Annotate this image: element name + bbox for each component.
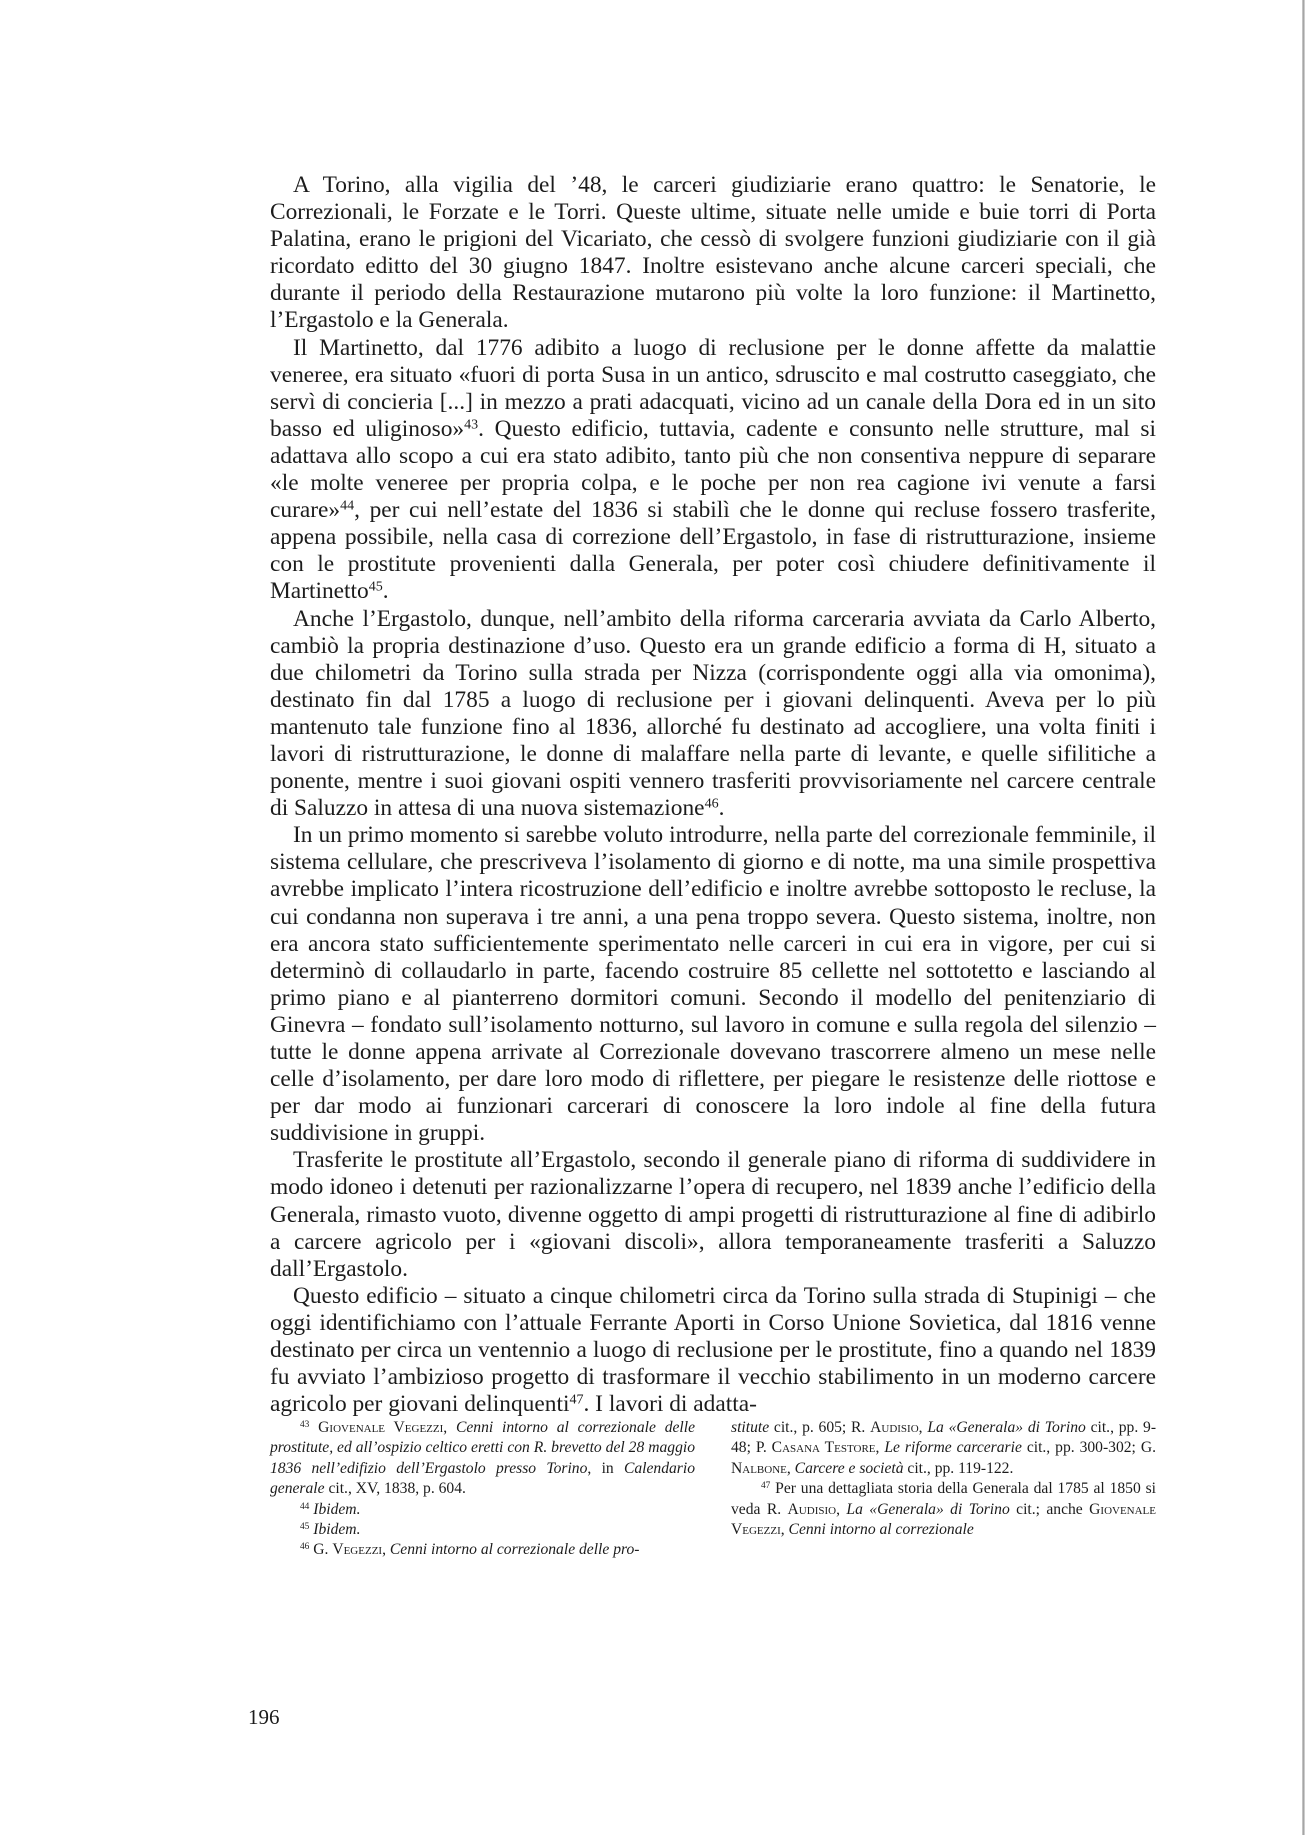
footnotes-right-column <box>731 1418 1156 1561</box>
footnote <box>731 1479 1156 1540</box>
text-run: , <box>786 1459 795 1477</box>
italic-text: La «Generala» di Torino <box>846 1500 1010 1518</box>
text-run: , <box>780 1521 789 1539</box>
text-run: . <box>718 795 725 822</box>
footnotes-left-column <box>270 1418 695 1561</box>
page-edge-line <box>1302 0 1305 1835</box>
text-run: . I lavori di adatta- <box>583 1391 757 1418</box>
body-paragraph <box>270 822 1156 1147</box>
footnote <box>270 1418 695 1500</box>
footnote-ref: 44 <box>340 497 355 514</box>
footnote-ref: 46 <box>704 795 719 812</box>
text-run: Trasferite le prostitute all’Ergastolo, secondo il generale piano di riforma di suddividere in modo idoneo i detenuti per razionalizzarne l’opera di recupero, nel 1839 anche l’edificio della Generala, rimasto vuoto, divenne oggetto di ampi progetti di ristrutturazione al fine di adibirlo a carcere agricolo per i «giovani discoli», allora temporaneamente trasferiti a Saluzzo dall’Ergastolo. <box>270 1147 1156 1282</box>
body-text <box>270 172 1156 1418</box>
text-run: , <box>443 1419 456 1436</box>
text-run: Anche l’Ergastolo, dunque, nell’ambito della riforma carceraria avviata da Carlo Alberto, cambiò la propria destinazione d’uso. Questo era un grande edificio a forma di H, situato a due chilometri da Torino sulla strada per Nizza (corrispondente oggi alla via omonima), destinato fin dal 1785 a luogo di reclusione per i giovani delinquenti. Aveva per lo più mantenuto tale funzione fino al 1836, allorché fu destinato ad accogliere, una volta finiti i lavori di ristrutturazione, le donne di malaffare nella parte di levante, e quelle sifilitiche a ponente, mentre i suoi giovani ospiti vennero trasferiti provvisoriamente nel carcere centrale di Saluzzo in attesa di una nuova sistemazione <box>270 605 1156 822</box>
body-paragraph <box>270 172 1156 335</box>
text-run: In un primo momento si sarebbe voluto introdurre, nella parte del correzionale femminile, il sistema cellulare, che prescriveva l’isolamento di giorno e di notte, ma una simile prospettiva avrebbe implicato l’intera ricostruzione dell’edificio e inoltre avrebbe sottoposto le recluse, la cui condanna non superava i tre anni, a una pena troppo severa. Questo sistema, inoltre, non era ancora stato sufficientemente sperimentato nelle carceri in cui era in vigore, per cui si determinò di collaudarlo in parte, facendo costruire 85 cellette nel sottotetto e lasciando al primo piano e al pianterreno dormitori comuni. Secondo il modello del penitenziario di Ginevra – fondato sull’isolamento notturno, sul lavoro in comune e sulla regola del silenzio – tutte le donne appena arrivate al Correzionale dovevano trascorrere almeno un mese nelle celle d’isolamento, per dare loro modo di riflettere, per piegare le resistenze delle riottose e per dar modo ai funzionari carcerari di conoscere la loro indole al fine della futura suddivisione in gruppi. <box>270 822 1156 1147</box>
footnote-ref: 46 <box>300 1542 310 1553</box>
text-run: Per una dettagliata storia della Generala dal 1785 al 1850 si veda R. <box>731 1480 1156 1518</box>
text-run: cit., XV, 1838, p. 604. <box>324 1480 466 1498</box>
footnote-ref: 44 <box>300 1501 310 1512</box>
author-name: Casana Testore <box>771 1439 876 1457</box>
italic-text: Le riforme carcerarie <box>884 1439 1022 1457</box>
page-number: 196 <box>248 1705 280 1729</box>
italic-text: Calendario generale <box>270 1459 695 1498</box>
footnote <box>270 1500 695 1520</box>
text-run: cit.; anche <box>1009 1500 1090 1518</box>
text-run: , <box>836 1500 847 1518</box>
footnote-ref: 43 <box>464 416 479 433</box>
text-run: . <box>382 578 389 605</box>
author-name: Audisio <box>870 1419 919 1436</box>
italic-text: La «Generala» di Torino <box>927 1419 1086 1436</box>
text-run: , <box>875 1439 885 1457</box>
footnote-ref: 45 <box>368 578 383 595</box>
italic-text: Ibidem. <box>313 1521 361 1539</box>
italic-text: Carcere e società <box>794 1459 904 1477</box>
text-run: Questo edificio – situato a cinque chilometri circa da Torino sulla strada di Stupinigi – che oggi identifichiamo con l’attuale Ferrante Aporti in Corso Unione Sovietica, dal 1816 venne destinato per circa un ventennio a luogo di reclusione per le prostitute, fino a quando nel 1839 fu avviato l’ambizioso progetto di trasformare il vecchio stabilimento in un moderno carcere agricolo per giovani delinquenti <box>270 1282 1156 1418</box>
footnote-ref: 45 <box>300 1521 310 1532</box>
italic-text: Cenni intorno al correzionale delle prostitute, ed all’ospizio celtico eretti con R. brevetto del 28 maggio 1836 nell’edifizio dell’Ergastolo presso Torino <box>270 1419 695 1477</box>
italic-text: Ibidem. <box>313 1500 361 1518</box>
text-run: G. <box>309 1541 333 1559</box>
text-run: A Torino, alla vigilia del ’48, le carceri giudiziarie erano quattro: le Senatorie, le Correzionali, le Forzate e le Torri. Queste ultime, situate nelle umide e buie torri di Porta Palatina, erano le prigioni del Vicariato, che cessò di svolgere funzioni giudiziarie con il già ricordato editto del 30 giugno 1847. Inoltre esistevano anche alcune carceri speciali, che durante il periodo della Restaurazione mutarono più volte la loro funzione: il Martinetto, l’Ergastolo e la Generala. <box>270 172 1156 334</box>
footnotes <box>270 1418 1156 1561</box>
footnote <box>270 1540 695 1560</box>
italic-text: Cenni intorno al correzionale delle pro- <box>389 1541 640 1559</box>
text-run: , per cui nell’estate del 1836 si stabilì che le donne qui recluse fossero trasferite, appena possibile, nella casa di correzione dell’Ergastolo, in fase di ristrutturazione, insieme con le prostitute provenienti dalla Generala, per poter così chiudere definitivamente il Martinetto <box>270 497 1156 605</box>
body-paragraph <box>270 1283 1156 1418</box>
text-run: , <box>382 1541 390 1559</box>
text-run: . Questo edificio, tuttavia, cadente e consunto nelle strutture, mal si adattava allo scopo a cui era stato adibito, tanto più che non consentiva neppure di separare «le molte veneree per propria colpa, e le poche per non rea cagione ivi venute a farsi curare» <box>270 415 1156 524</box>
body-paragraph <box>270 606 1156 823</box>
author-name: Giovenale Vegezzi <box>731 1500 1156 1539</box>
text-run <box>309 1419 318 1436</box>
text-run: , <box>918 1419 928 1436</box>
author-name: Nalbone <box>731 1459 787 1477</box>
footnote <box>270 1520 695 1540</box>
text-run: cit., pp. 9-48; P. <box>731 1419 1157 1457</box>
italic-text: Cenni intorno al correzionale <box>788 1521 974 1539</box>
body-paragraph <box>270 335 1156 606</box>
text-run: cit., pp. 300-302; G. <box>1021 1439 1156 1457</box>
body-paragraph <box>270 1147 1156 1282</box>
footnote-ref: 43 <box>300 1419 310 1430</box>
text-run: , in <box>587 1459 624 1477</box>
footnote <box>731 1418 1156 1479</box>
footnote-ref: 47 <box>569 1391 584 1408</box>
italic-text: stitute <box>731 1419 770 1436</box>
text-run: Il Martinetto, dal 1776 adibito a luogo di reclusione per le donne affette da malattie veneree, era situato «fuori di porta Susa in un antico, sdruscito e mal costrutto caseggiato, che servì di concieria [...] in mezzo a prati adacquati, vicino ad un canale della Dora ed in un sito basso ed uliginoso» <box>270 334 1156 442</box>
author-name: Giovenale Vegezzi <box>318 1419 444 1436</box>
text-run: cit., p. 605; R. <box>769 1419 871 1436</box>
author-name: Vegezzi <box>332 1541 383 1559</box>
author-name: Audisio <box>787 1500 837 1518</box>
text-run: cit., pp. 119-122. <box>903 1459 1014 1477</box>
footnote-ref: 47 <box>761 1481 771 1492</box>
